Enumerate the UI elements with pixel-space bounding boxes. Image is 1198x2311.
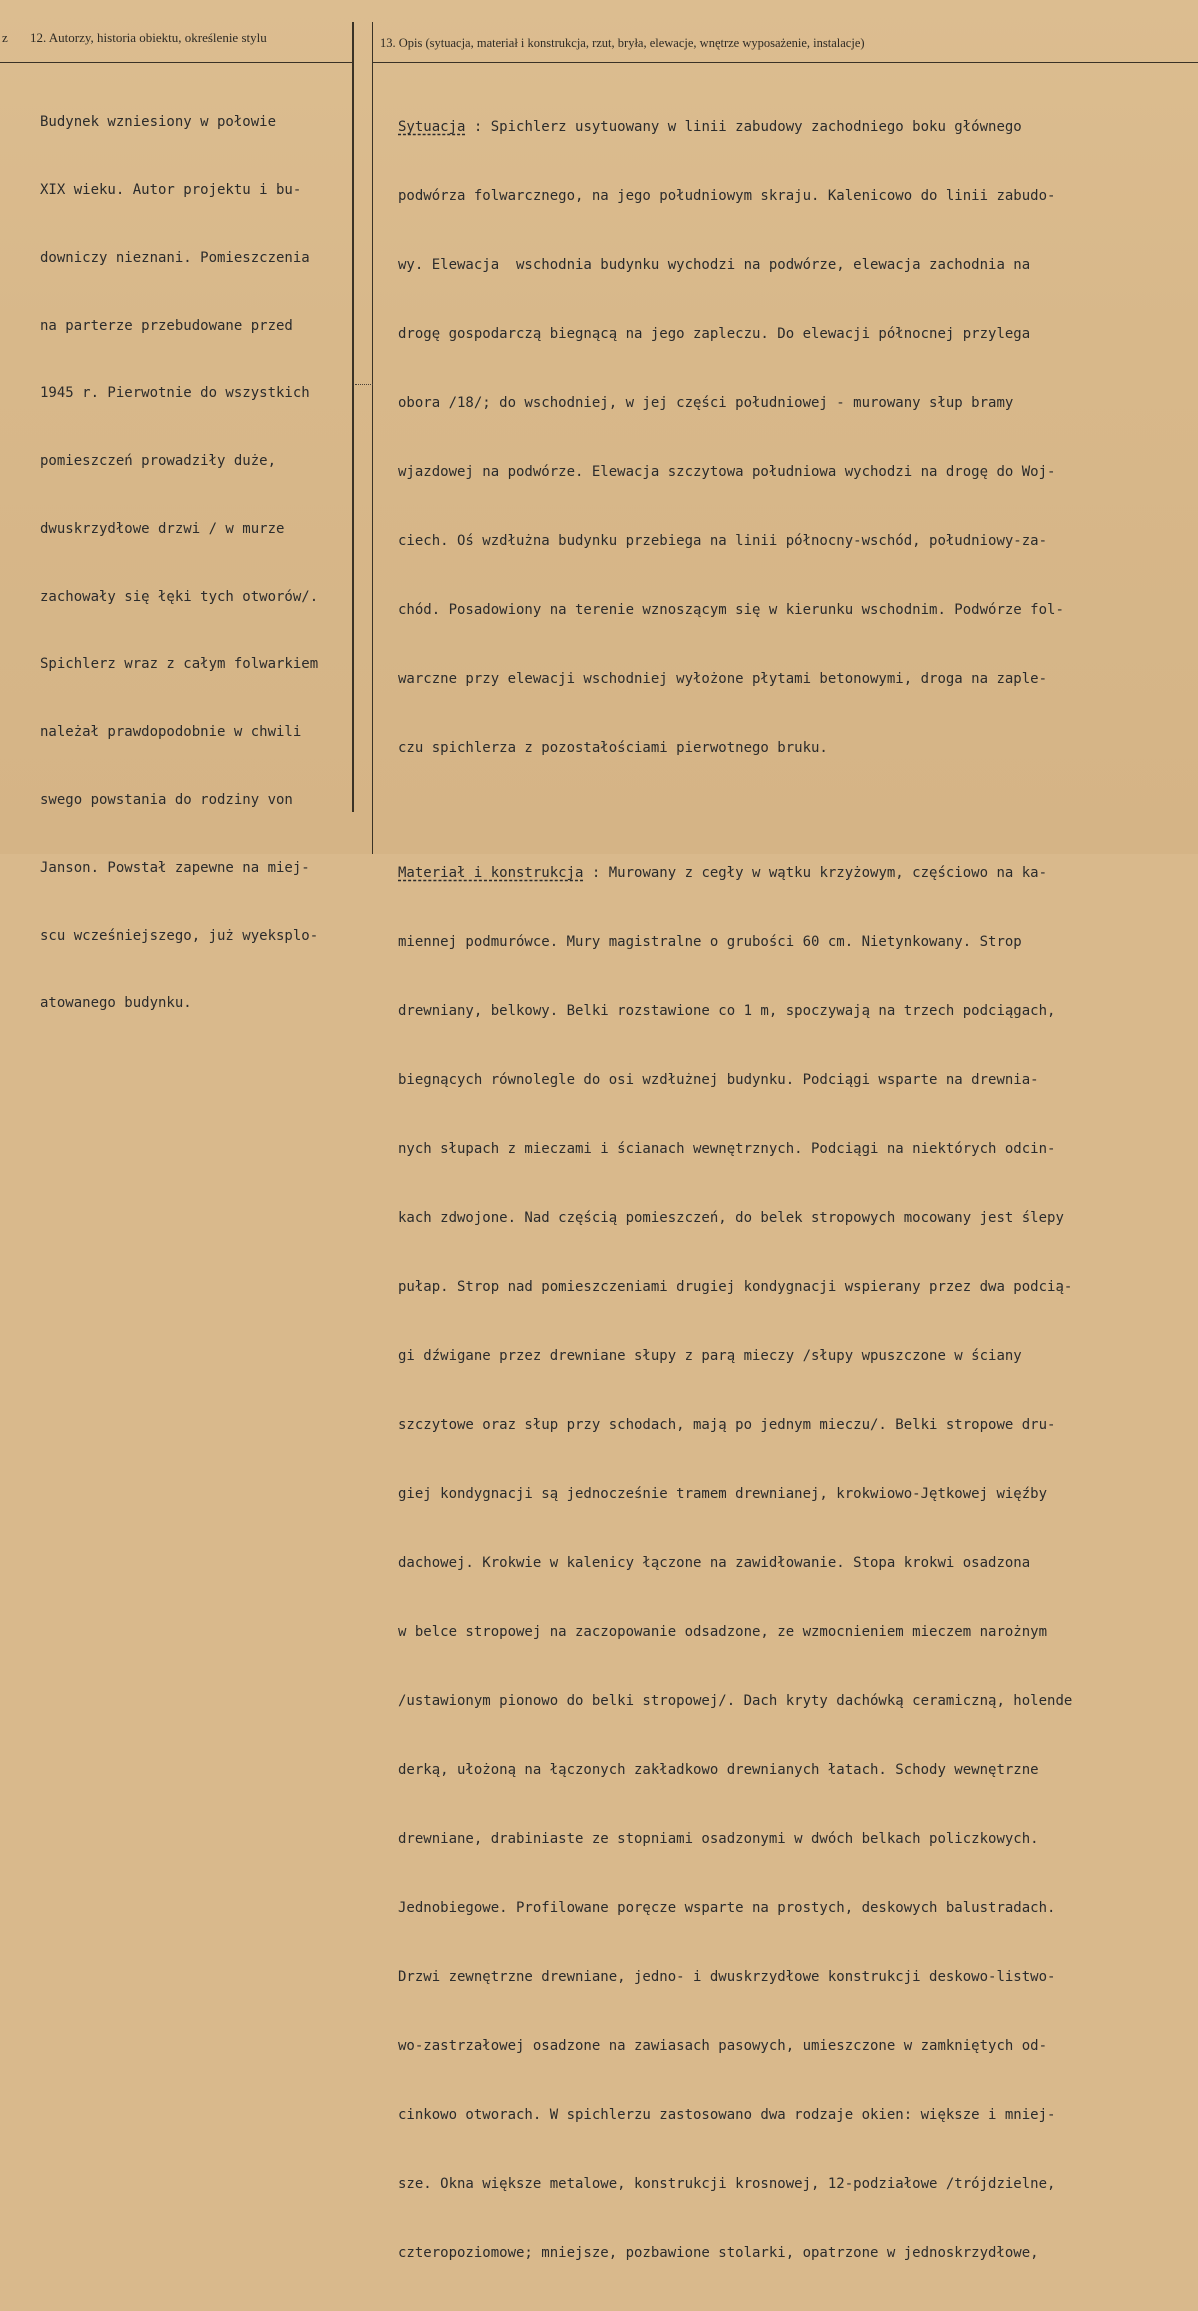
column-divider-left [352, 22, 354, 812]
sytuacja-first-line [398, 116, 1072, 139]
sytuacja-line: podwórza folwarcznego, na jego południowym skraju. Kalenicowo do linii zabudo- [398, 188, 1056, 204]
material-line: biegnących równolegle do osi wzdłużnej budynku. Podciągi wsparte na drewnia- [398, 1072, 1039, 1088]
material-line: kach zdwojone. Nad częścią pomieszczeń, do belek stropowych mocowany jest ślepy [398, 1210, 1064, 1226]
history-line: na parterze przebudowane przed [40, 317, 293, 334]
sytuacja-heading: Sytuacja [398, 119, 466, 135]
history-line: Budynek wzniesiony w połowie [40, 114, 277, 131]
material-line: nych słupach z mieczami i ścianach wewnętrznych. Podciągi na niektórych odcin- [398, 1141, 1056, 1157]
material-line: sze. Okna większe metalowe, konstrukcji krosnowej, 12-podziałowe /trójdzielne, [398, 2176, 1056, 2192]
material-line: wo-zastrzałowej osadzone na zawiasach pasowych, umieszczone w zamkniętych od- [398, 2038, 1048, 2054]
sytuacja-line: czu spichlerza z pozostałościami pierwotnego bruku. [398, 740, 828, 756]
history-line: Spichlerz wraz z całym folwarkiem [40, 656, 319, 673]
material-line: /ustawionym pionowo do belki stropowej/. Dach kryty dachówką ceramiczną, holende [398, 1693, 1073, 1709]
material-line: dachowej. Krokwie w kalenicy łączone na zawidłowanie. Stopa krokwi osadzona [398, 1555, 1031, 1571]
material-line: : Murowany z cegły w wątku krzyżowym, częściowo na ka- [583, 865, 1048, 881]
material-line: drewniany, belkowy. Belki rozstawione co 1 m, spoczywają na trzech podciągach, [398, 1003, 1056, 1019]
material-line: miennej podmurówce. Mury magistralne o grubości 60 cm. Nietynkowany. Strop [398, 934, 1022, 950]
left-header-label: 12. Autorzy, historia obiektu, określenie stylu [30, 30, 267, 45]
material-line: cinkowo otworach. W spichlerzu zastosowano dwa rodzaje okien: większe i mniej- [398, 2107, 1056, 2123]
sytuacja-line: warczne przy elewacji wschodniej wyłożone płytami betonowymi, droga na zaple- [398, 671, 1048, 687]
dotted-leader [355, 384, 373, 385]
material-line: pułap. Strop nad pomieszczeniami drugiej kondygnacji wspierany przez dwa podcią- [398, 1279, 1073, 1295]
history-line: Janson. Powstał zapewne na miej- [40, 859, 310, 876]
cut-off-header-stub: z [2, 30, 8, 45]
paragraph-gap [398, 806, 1072, 816]
material-line: szczytowe oraz słup przy schodach, mają po jednym mieczu/. Belki stropowe dru- [398, 1417, 1056, 1433]
sytuacja-line: chód. Posadowiony na terenie wznoszącym się w kierunku wschodnim. Podwórze fol- [398, 602, 1064, 618]
material-line: Drzwi zewnętrzne drewniane, jedno- i dwuskrzydłowe konstrukcji deskowo-listwo- [398, 1969, 1056, 1985]
right-column-header [372, 26, 1198, 63]
material-line: czteropoziomowe; mniejsze, pozbawione stolarki, opatrzone w jednoskrzydłowe, [398, 2245, 1039, 2261]
sytuacja-line: obora /18/; do wschodniej, w jej części południowej - murowany słup bramy [398, 395, 1014, 411]
material-first-line [398, 862, 1072, 885]
material-heading: Materiał i konstrukcja [398, 865, 584, 881]
sytuacja-line: drogę gospodarczą biegnącą na jego zapleczu. Do elewacji północnej przylega [398, 326, 1031, 342]
right-header-label: 13. Opis (sytuacja, materiał i konstrukcja, rzut, bryła, elewacje, wnętrze wyposażenie, instalacje) [380, 36, 865, 50]
material-line: derką, ułożoną na łączonych zakładkowo drewnianych łatach. Schody wewnętrzne [398, 1762, 1039, 1778]
material-line: gi dźwigane przez drewniane słupy z parą mieczy /słupy wpuszczone w ściany [398, 1348, 1022, 1364]
description-text-block [398, 70, 1072, 2311]
history-line: atowanego budynku. [40, 995, 192, 1012]
left-column-header [0, 26, 352, 63]
material-line: giej kondygnacji są jednocześnie tramem drewnianej, krokwiowo-Jętkowej więźby [398, 1486, 1048, 1502]
history-line: pomieszczeń prowadziły duże, [40, 453, 277, 470]
history-line: XIX wieku. Autor projektu i bu- [40, 181, 302, 198]
material-line: w belce stropowej na zaczopowanie odsadzone, ze wzmocnieniem mieczem narożnym [398, 1624, 1048, 1640]
material-line: Jednobiegowe. Profilowane poręcze wsparte na prostych, deskowych balustradach. [398, 1900, 1056, 1916]
column-divider-right [372, 22, 373, 854]
history-line: dwuskrzydłowe drzwi / w murze [40, 520, 285, 537]
sytuacja-line: : Spichlerz usytuowany w linii zabudowy zachodniego boku głównego [465, 119, 1022, 135]
history-line: swego powstania do rodziny von [40, 792, 293, 808]
history-line: scu wcześniejszego, już wyeksplo- [40, 927, 319, 944]
history-line: zachowały się łęki tych otworów/. [40, 588, 319, 605]
sytuacja-line: wy. Elewacja wschodnia budynku wychodzi na podwórze, elewacja zachodnia na [398, 257, 1031, 273]
history-line: downiczy nieznani. Pomieszczenia [40, 249, 310, 266]
sytuacja-line: ciech. Oś wzdłużna budynku przebiega na linii północny-wschód, południowy-za- [398, 533, 1048, 549]
sytuacja-line: wjazdowej na podwórze. Elewacja szczytowa południowa wychodzi na drogę do Woj- [398, 464, 1056, 480]
history-line: 1945 r. Pierwotnie do wszystkich [40, 385, 310, 402]
material-line: drewniane, drabiniaste ze stopniami osadzonymi w dwóch belkach policzkowych. [398, 1831, 1039, 1847]
history-text-block [40, 66, 318, 1060]
history-line: należał prawdopodobnie w chwili [40, 724, 302, 741]
